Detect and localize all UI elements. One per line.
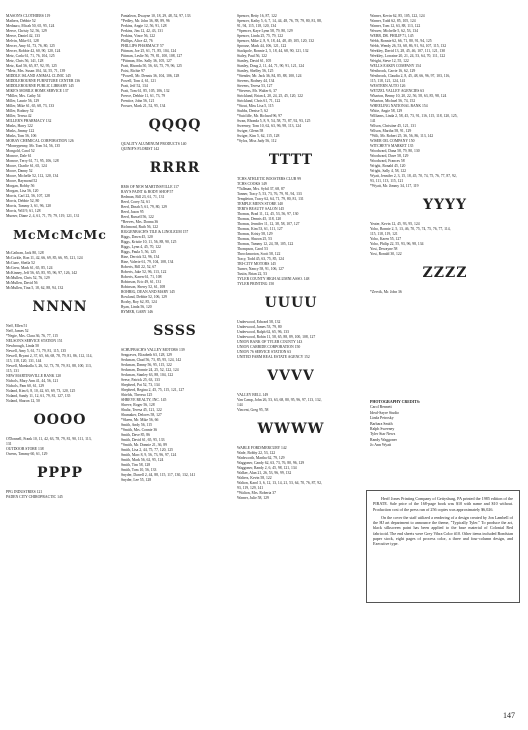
index-entry: Pantaleon, Dwayne 10, 18, 29, 48, 52, 97, 133 — [121, 14, 191, 18]
index-entry: Shumaker, Delores 58, 127 — [121, 413, 162, 417]
letter-heading: UUUU — [264, 295, 318, 311]
index-entry: McCune, Sheila 52 — [6, 261, 35, 265]
index-entry: WETZEL VALLEY AGENCIES 63 — [370, 89, 425, 93]
index-entry: 93, 111, 113, 115, 121 — [370, 179, 404, 183]
index-entry: Smith, David 61, 65, 95, 133 — [121, 438, 165, 442]
index-entry: Moore, Danny 52 — [6, 169, 33, 173]
index-entry: MIDDLE ISLAND ANIMAL CLINIC 145 — [6, 74, 71, 78]
index-entry: Wade, Bobby 22, 53, 122 — [237, 451, 276, 455]
index-entry: *Sutcliffe, Mr. Richard 96, 97 — [237, 114, 283, 118]
index-entry: Seckman, Chad 56, 73, 85, 95, 124, 142 — [121, 358, 182, 362]
index-entry: TYLER PRINTING 150 — [237, 282, 275, 286]
letter-heading: McMcMcMc — [13, 227, 107, 242]
index-entry: Newell, Amy 5, 61, 71, 79, 81, 115, 135 — [6, 349, 67, 353]
index-entry: Roxby, Roy 62, 85, 124 — [121, 300, 157, 304]
index-entry: Stevens, Teresa 53, 127 — [237, 84, 273, 88]
index-entry: 115, 118, 119, 121 — [370, 232, 398, 236]
index-entry: Yoho, Bonnie 2, 5, 13, 46, 70, 75, 74, 75, 76, 77, 114, — [370, 227, 451, 231]
index-entry: Stanley, David 61, 105 — [237, 59, 272, 63]
index-entry: 144 — [237, 403, 243, 407]
index-entry: Pittman, Joe 25, 61, 71, 85, 104, 124 — [121, 49, 177, 53]
index-entry: Miller, Laurie 56, 129 — [6, 99, 40, 103]
index-entry: Thomas, Kristy 58, 129 — [237, 232, 273, 236]
photography-credits — [370, 400, 520, 449]
index-entry: McMullen, Chris 52, 76, 129 — [6, 276, 50, 280]
index-entry: Riggs, Lynn 4, 45, 70, 122 — [121, 245, 161, 249]
index-entry: *Metz, Mrs. Susan 104, 34, 55, 71, 139 — [6, 69, 66, 73]
index-entry: 115, 118, 121, 124, 141 — [370, 79, 406, 83]
index-entry: Smith, Dave 85, 86 — [121, 433, 151, 437]
index-entry: Turner, Nancy 58, 91, 106, 127 — [237, 267, 284, 271]
index-entry: *Pittman, Mrs. Sally 36, 105, 127 — [121, 59, 172, 63]
index-entry: RYMER, GARY 146 — [121, 310, 153, 314]
index-entry: Yoho, Philip 22, 55, 93, 96, 98, 134 — [370, 242, 424, 246]
index-entry: SCHUPBACH'S VALLEY MOTORS 139 — [121, 348, 185, 352]
index-entry: *Skeen, Mr. Mike 56, 66 — [121, 418, 159, 422]
index-entry: McCorkle, Ron 11, 42, 66, 69, 85, 66, 95, 121, 124 — [6, 256, 83, 260]
index-entry: Spencer, Kathy 5, 6, 7, 14, 44, 48, 76, 78, 79, 80, 81, 88, — [237, 19, 322, 23]
index-entry: Seckman, Donnie 24, 25, 52, 122, 124 — [121, 368, 179, 372]
index-entry: Walters, Kevin 58, 122 — [237, 476, 272, 480]
index-entry: Ryan, Linda 56, 120 — [121, 305, 152, 309]
index-entry: Sweeney, Tom 10, 62, 63, 96, 98, 113, 124 — [237, 124, 301, 128]
index-entry: Strickland, Chris 61, 71, 122 — [237, 99, 281, 103]
index-entry: Strickland, Brian 4, 20, 24, 25, 45, 120, 122 — [237, 94, 303, 98]
index-entry: Swiger, Kim 5, 62, 115, 128 — [237, 134, 280, 138]
index-entry: McMullen, David 56 — [6, 281, 38, 285]
index-entry: Warner, Julie 58, 129 — [237, 496, 269, 500]
index-entry: Shreve, Roger 56, 128 — [121, 403, 155, 407]
index-entry: RIGGENBACH'S TILE & LINOLEUM 157 — [121, 230, 189, 234]
index-entry: *Tallman, Mrs. Sybil 37, 68, 87 — [237, 187, 285, 191]
index-entry: Walker, Alan 21, 26, 53, 96, 99, 132 — [237, 471, 292, 475]
index-entry: Minks, Harry 122 — [6, 124, 33, 128]
index-entry: Prentice, John 56, 121 — [121, 99, 155, 103]
index-entry: Moore, Raymond 52 — [6, 179, 38, 183]
index-entry: Riggs, Paula 5, 56, 125 — [121, 250, 156, 254]
index-entry: Tracy, Todd 45, 63, 75, 85, 124 — [237, 257, 284, 261]
index-entry: Warner, Todd 62, 85, 105, 124 — [370, 19, 416, 23]
index-entry: *Pedley, Mr. John 36, 88, 89, 96 — [121, 19, 170, 23]
index-entry: Thompson, Carol 53 — [237, 247, 268, 251]
index-entry: WITCHEY'S MARKET 135 — [370, 144, 414, 148]
index-entry: *Sylos, Miss Judy 56, 112 — [237, 139, 277, 143]
index-entry: Rine, Valerie 61, 79, 104, 108, 134 — [121, 260, 174, 264]
index-entry: Reed, Jason 95 — [121, 210, 144, 214]
index-entry: TERI'S BEAUTY SALON 145 — [237, 207, 285, 211]
index-entry: Weekley, Lorraine 20, 21, 24, 53, 64, 70, 111, 122 — [370, 54, 446, 58]
letter-heading: TTTT — [268, 152, 314, 168]
index-entry: Tustin, Brian 22, 53 — [237, 272, 267, 276]
index-entry: Meece, Daniel 42, 133 — [6, 34, 41, 38]
index-entry: MOBAY CHEMICAL CORPORATION 126 — [6, 139, 74, 143]
index-entry: *Stevens, Mr. Walter 6, 37 — [237, 89, 277, 93]
index-entry: Shepherd, Pat 52, 73, 134 — [121, 383, 160, 387]
index-entry: 141 — [370, 119, 376, 123]
index-entry: *Stender, Mr. Jack 36, 84, 85, 88, 100, 124 — [237, 74, 302, 78]
index-entry: Moore, Michelle 52, 112, 120, 134 — [6, 174, 59, 178]
index-entry: MIDDLEBOURNE PUBLIC LIBRARY 145 — [6, 84, 74, 88]
index-entry: MIDDLEBOURNE FURNITURE CENTER 136 — [6, 79, 81, 83]
index-entry: 91, 94, 115, 118, 120, 134 — [237, 24, 277, 28]
page-number: 147 — [503, 711, 515, 720]
index-entry: Seagraves, Elizabeth 63, 128, 129 — [121, 353, 172, 357]
index-entry: Morris, Tammy 3, 61, 96, 120 — [6, 204, 51, 208]
credits-name: Jo Ann Wyatt — [370, 443, 392, 448]
index-entry: Melvin, Mike 61, 128 — [6, 39, 39, 43]
index-entry: Stackpole, Ronnie 2, 5, 18, 44, 68, 90, 121, 132 — [237, 49, 309, 53]
index-entry: Waggoner, Randy 2, 6, 45, 98, 121, 134 — [237, 466, 297, 470]
index-entry: Nichols, Mary Ann 41, 44, 56, 121 — [6, 379, 59, 383]
index-entry: Riggs, Kristie 10, 11, 56, 88, 90, 125 — [121, 240, 177, 244]
credits-title: PHOTOGRAPHY CREDITS: — [370, 400, 421, 404]
index-entry: WESTERN AUTO 126 — [370, 84, 406, 88]
index-entry: Morgan, Bobby 56 — [6, 184, 35, 188]
index-entry: Roberts, Bill 22, 52, 67 — [121, 265, 157, 269]
index-entry: Yoho, Karen 55, 127 — [370, 237, 402, 241]
index-entry: Rowland, Debbie 52, 106, 129 — [121, 295, 167, 299]
letter-heading: RRRR — [149, 160, 201, 176]
index-entry: Metz, Karl 56, 65, 87, 92, 95, 125 — [6, 64, 57, 68]
index-entry: Minks, Tom 56, 106 — [6, 134, 37, 138]
index-entry: Spencer, Betty 16, 87, 122 — [237, 14, 277, 18]
letter-heading: SSSS — [153, 323, 197, 339]
index-entry: *Wilt, Mr. Robert 25, 36, 56, 86, 113, 142 — [370, 134, 434, 138]
index-entry: Noland, Sharon 12, 50 — [6, 399, 40, 403]
index-entry: Wadsworth, Martha 62, 79, 129 — [237, 456, 285, 460]
index-entry: Metz, Carla 61, 71, 76, 104, 125 — [6, 54, 55, 58]
index-entry: Wilson, Martha 58, 91, 129 — [370, 129, 412, 133]
index-entry: Swan, Rhonda 5, 8, 9, 54, 58, 75, 87, 92, 93, 125 — [237, 119, 311, 123]
index-entry: Thomas, Tammy 12, 24, 58, 105, 122 — [237, 242, 294, 246]
index-entry: Stanley, Shelley 56, 125 — [237, 69, 274, 73]
index-entry: Smith, Andy 56, 115 — [121, 423, 153, 427]
colophon-paragraph: On the cover the staff utilized a rendering of a design created by Jon Lambell of the HJ art department to announce the theme, "Typically Tyler." To produce the art, black silkscreen paint has been applied to the base material of Colonial Red fabricoid. The end sheets were Grey Vibra Color #10. Other items included Bondstan paper stock, eight pages of process color, a three and four-column design, and Executive type. — [373, 514, 513, 547]
credits-name: Randy Waggoner — [370, 437, 397, 442]
index-entry: Spencer, Linda 25, 75, 79, 122 — [237, 34, 283, 38]
index-entry: Neff, Ellen 51 — [6, 324, 28, 328]
index-entry: Smith, Mark 56, 62, 95, 124 — [121, 458, 164, 462]
index-entry: 131 — [6, 442, 12, 446]
index-entry: Thomas, Brad 11, 12, 45, 53, 56, 97, 130 — [237, 212, 299, 216]
index-entry: Noland, Kim 6, 8, 10, 42, 65, 69, 73, 120, 125 — [6, 389, 76, 393]
index-entry: Newell, Bryant 2, 37, 65, 66, 68, 78, 79, 81, 86, 112, 114, — [6, 354, 93, 358]
index-entry: Van Camp, John 26, 53, 63, 68, 80, 95, 96, 97, 113, 132, — [237, 398, 322, 402]
index-entry: Williams, Linda 2, 58, 45, 73, 91, 116, 115, 118, 120, 125, — [370, 114, 458, 118]
index-entry: Richmond, Ruth 56, 122 — [121, 225, 158, 229]
index-entry: Wright, Ronald 45, 120 — [370, 164, 406, 168]
index-entry: McGrew, Mark 61, 65, 85, 124 — [6, 266, 53, 270]
index-entry: Sprouse, Mark 44, 106, 121, 122 — [237, 44, 287, 48]
credits-name: Linda Petrosky — [370, 416, 394, 421]
index-entry: Wright, Sally 4, 58, 122 — [370, 169, 406, 173]
index-entry: Shultz, Teresa 45, 121, 122 — [121, 408, 162, 412]
index-entry: Smith, Lisa 2, 44, 75, 77, 120, 125 — [121, 448, 173, 452]
index-entry: RMS OF NEW MARTINSVILLE 117 — [121, 185, 179, 189]
index-entry: TCHS COOKS 149 — [237, 182, 267, 186]
index-entry: *Negie, Mrs. Clara 36, 76, 77, 115 — [6, 334, 59, 338]
index-entry: Westbrook, Carrie 16, 62, 129 — [370, 69, 416, 73]
letter-heading: PPPP — [36, 465, 84, 481]
index-entry: Morris, Will 9, 61, 128 — [6, 209, 41, 213]
index-entry: UNION CARBIDE CORPORATION 150 — [237, 345, 301, 349]
index-entry: *Walton, Mrs. Roberta 37 — [237, 491, 276, 495]
index-entry: Wharton, Benny 10, 20, 22, 56, 58, 63, 85, 98, 124 — [370, 94, 447, 98]
index-entry: Reed, Dinah 5, 61, 79, 80, 129 — [121, 205, 167, 209]
index-entry: Walton, Karol 3, 6, 12, 13, 14, 21, 53, 64, 70, 76, 87, 92, — [237, 481, 322, 485]
index-entry: Smith, Marc 8, 9, 56, 73, 96, 97, 124 — [121, 453, 177, 457]
index-entry: Smith, Tim 58, 128 — [121, 463, 151, 467]
index-entry: Riggs, Dawn 45, 120 — [121, 235, 153, 239]
index-entry: Medauro, Micah 50, 65, 95, 124 — [6, 24, 55, 28]
index-entry: Pratt, Rhonda 50, 56, 63, 75, 79, 96, 125 — [121, 64, 182, 68]
index-entry: Miller, Teresa 42 — [6, 114, 32, 118]
index-entry: Seese, Patrick 25, 63, 133 — [121, 378, 160, 382]
index-entry: Tanner, Tracy 5, 53, 73, 76, 79, 91, 94, 133 — [237, 192, 302, 196]
index-entry: Stanley, Doug 2, 11, 44, 71, 90, 91, 121, 124 — [237, 64, 305, 68]
index-entry: Weight, Steve 12, 55, 122 — [370, 59, 409, 63]
index-entry: UNION 76 SERVICE STATION 63 — [237, 350, 291, 354]
index-entry: McKinney, Jeff 56, 65, 85, 95, 96, 97, 126, 142 — [6, 271, 78, 275]
index-entry: *Stout, Miss Lisa 5, 115 — [237, 104, 274, 108]
index-entry: Perkins, Vince 56, 122 — [121, 34, 155, 38]
index-entry: PADEN CITY CHIROPRACTIC 145 — [6, 495, 63, 499]
index-entry: SHREVE REALTY, INC. 145 — [121, 398, 167, 402]
credits-name: Barbara Smith — [370, 421, 393, 426]
index-entry: O'Donnell, Frank 10, 11, 42, 63, 78, 79, 81, 90, 111, 113, — [6, 437, 92, 441]
index-entry: WISER OIL COMPANY 150 — [370, 139, 415, 143]
index-entry: Webb, Wendy 26, 53, 68, 86, 91, 94, 107, 115, 132 — [370, 44, 447, 48]
index-entry: Phillips, Alice 42, 76 — [121, 39, 153, 43]
index-column-3 — [237, 14, 345, 501]
index-entry: Underwood, Ralph 62, 65, 96, 133 — [237, 330, 289, 334]
index-entry: Yost, Dewayne 58 — [370, 247, 398, 251]
index-entry: Underwood, Robin 11, 58, 65, 88, 89, 100, 108, 127 — [237, 335, 316, 339]
index-entry: Nichols, Pam 60, 61, 129 — [6, 384, 45, 388]
index-entry: Westbrook, Claudia 2, 8, 45, 48, 66, 96, 97, 103, 116, — [370, 74, 451, 78]
index-entry: *Smith, Mr. Donnie 21, 36, 89 — [121, 443, 167, 447]
index-entry: Miller, Rodney 52 — [6, 109, 34, 113]
index-entry: Mercer, Amy 61, 73, 76, 80, 125 — [6, 44, 55, 48]
letter-heading: VVVV — [267, 368, 315, 384]
index-entry: Newell, Marshalla 3, 26, 52, 73, 78, 79, 81, 88, 100, 113, — [6, 364, 92, 368]
index-entry: Yeater, Kevin 12, 45, 93, 95, 124 — [370, 222, 420, 226]
index-entry: Preece, Debbie 11, 61, 73, 79 — [121, 94, 166, 98]
index-entry: 115, 131 — [6, 369, 19, 373]
credits-name: Ralph Sweeney — [370, 427, 395, 432]
index-entry: RAY'S PAINT & BODY SHOP 57 — [121, 190, 174, 194]
index-entry: Staley, Paul 56, 122 — [237, 54, 267, 58]
index-entry: Miller, Mike 61, 65, 68, 73, 133 — [6, 104, 55, 108]
index-entry: Owens, Tammy 60, 61, 129 — [6, 452, 48, 456]
index-entry: UNION BANK OF TYLER COUNTY 143 — [237, 340, 303, 344]
index-entry: ROHRIG, DEAN AND MARY 145 — [121, 290, 175, 294]
index-entry: Newbrough, Linda 50 — [6, 344, 40, 348]
index-entry: UNITED FARM REAL ESTATE AGENCY 152 — [237, 355, 310, 359]
index-entry: MILLER'S PHARMACY 132 — [6, 119, 52, 123]
index-entry: *Moneypenny, Mr. Tom 54, 56, 135 — [6, 144, 61, 148]
index-column-2 — [121, 14, 229, 483]
index-entry: Woodward, Dave 58, 129 — [370, 154, 409, 158]
index-entry: Snyder, Darrell 2, 44, 88, 115, 117, 130, 132, 141 — [121, 473, 196, 477]
index-entry: Warner, Tom 12, 63, 88, 113, 122 — [370, 24, 421, 28]
credits-name: Ideal-Sayre Studio — [370, 410, 400, 415]
index-entry: Poist, Richie 97 — [121, 69, 145, 73]
index-entry: Underwood, Edward 58, 132 — [237, 320, 281, 324]
index-entry: Monroe, Terry 61, 71, 95, 106, 128 — [6, 159, 59, 163]
index-entry: Mongold, Carol 52 — [6, 149, 35, 153]
index-entry: *Spencer, Kaye Lynn 58, 79, 80, 129 — [237, 29, 293, 33]
index-entry: Thomas, Kim 53, 61, 111, 127 — [237, 227, 283, 231]
credits-name: Carol Bennett — [370, 405, 392, 410]
index-entry: Minks, Jimmy 122 — [6, 129, 35, 133]
index-entry: Mercer, Robbie 42, 60, 90, 120, 124 — [6, 49, 61, 53]
letter-heading: QQQQ — [148, 117, 202, 133]
index-column-4 — [370, 14, 520, 295]
index-entry: Stevens, Rodney 44, 134 — [237, 79, 275, 83]
index-entry: TCHS ATHLETIC BOOSTERS CLUB 99 — [237, 177, 301, 181]
letter-heading: ZZZZ — [422, 265, 468, 281]
index-entry: Shields, Theresa 125 — [121, 393, 153, 397]
index-entry: Noland, Sandy 11, 12, 61, 79, 81, 127, 135 — [6, 394, 71, 398]
index-entry: OUTDOOR STORE 138 — [6, 447, 44, 451]
index-entry: Webb, Ronnie 62, 66, 71, 80, 91, 94, 125 — [370, 39, 432, 43]
index-entry: WABLE FORD/MERCURY 142 — [237, 446, 287, 450]
index-entry: Meece, Christy 52, 56, 129 — [6, 29, 47, 33]
index-entry: Thomas, Sharon 25, 53 — [237, 237, 272, 241]
index-entry: Wilson, Christine 45, 121, 131 — [370, 124, 416, 128]
index-entry: Morris, Debbie 52, 80 — [6, 199, 40, 203]
index-entry: TYLER COUNTY HIGH ALUMNI ASSO. 148 — [237, 277, 310, 281]
index-entry: Seckman, Danny 56, 95, 115, 122 — [121, 363, 172, 367]
colophon-paragraph: Herff Jones Printing Company of Gettysburg, PA printed the 1985 edition of the PIRATE. Sale price of the 168-page book was $10 with name and $10 without. Production cost of the press run of 256 copies was approximately $6,026. — [373, 496, 513, 512]
index-entry: *Powell, Mr. Dennis 36, 104, 106, 128 — [121, 74, 180, 78]
index-entry: Reed, Russell 56, 122 — [121, 215, 154, 219]
index-entry: Weaver, Michelle 5, 62, 53, 134 — [370, 29, 418, 33]
index-entry: Spencer, Mike 2, 8, 9, 18, 44, 48, 49, 105, 120, 132 — [237, 39, 315, 43]
index-entry: McCathran, Jack 80, 128 — [6, 251, 44, 255]
index-entry: Underwood, James 53, 79, 80 — [237, 325, 282, 329]
index-entry: Robinson, Sherry 52, 61, 108 — [121, 285, 166, 289]
index-entry: Warner, Kevin 62, 85, 105, 122, 124 — [370, 14, 425, 18]
index-column-1 — [6, 14, 114, 500]
index-entry: VALLEY BELL 149 — [237, 393, 269, 397]
index-entry: *Smith, Mrs. Connie 36 — [121, 428, 158, 432]
index-entry: Seckman, Stanley 63, 88, 104, 122 — [121, 373, 174, 377]
index-entry: NEW MARTINSVILLE BANK 120 — [6, 374, 62, 378]
index-entry: Metz, Chris 56, 141, 128 — [6, 59, 44, 63]
index-entry: Yost, Ronald 30, 122 — [370, 252, 402, 256]
letter-heading: WWWW — [257, 421, 325, 437]
index-entry: PPG INDUSTRIES 121 — [6, 490, 43, 494]
index-entry: Perkins, Angie 12, 56, 91, 128 — [121, 24, 167, 28]
index-entry: Reed, Corey 52, 61 — [121, 200, 151, 204]
index-entry: TRI-CITY MOTORS 145 — [237, 262, 276, 266]
index-entry: Thomas, Jennifer 11, 12, 38, 58, 107, 127 — [237, 222, 300, 226]
index-entry: 93, 119, 129, 141 — [237, 486, 264, 490]
index-entry: McMullen, Tina 5, 18, 62, 88, 94, 132 — [6, 286, 64, 290]
index-entry: NELSON'S SERVICE STATION 151 — [6, 339, 63, 343]
index-entry: Prosser, Mark 21, 52, 95, 134 — [121, 104, 166, 108]
index-entry: Robinson, Eric 49, 61, 131 — [121, 280, 162, 284]
index-entry: Pratt, Jeff 52, 134 — [121, 84, 148, 88]
colophon-box — [366, 490, 520, 603]
index-entry: Templeton, Tracy 62, 64, 71, 79, 80, 81, 131 — [237, 197, 304, 201]
index-entry: Wyatt, Jennifer 2, 3, 15, 18, 45, 70, 74, 75, 76, 77, 87, 92, — [370, 174, 457, 178]
index-entry: Smith, Tom 10, 56, 133 — [121, 468, 157, 472]
index-entry: MIKE'S MOBILE HOME SERVICE 137 — [6, 89, 69, 93]
index-entry: Weekley, David 13, 28, 45, 46, 107, 111, 121, 130 — [370, 49, 446, 53]
index-entry: Neff, James 52 — [6, 329, 29, 333]
index-entry: Thomas, Dennis 45, 118, 120 — [237, 217, 282, 221]
index-entry: Powell, Tom 4, 61, 121 — [121, 79, 156, 83]
index-entry: Rine, Derrick 52, 96, 134 — [121, 255, 160, 259]
index-entry: Morgan, Lisa 56, 120 — [6, 189, 39, 193]
index-entry: Pittman, Leslie 56, 79, 81, 100, 108, 127 — [121, 54, 183, 58]
index-entry: Monroe, Dale 61 — [6, 154, 32, 158]
index-entry: Morris, Carl 22, 56, 107, 128 — [6, 194, 50, 198]
index-entry: *Reeves, Mrs. Donna 36 — [121, 220, 159, 224]
index-entry: Moore, Charlie 61, 65, 124 — [6, 164, 47, 168]
index-entry: Woodward, Dana 58, 79, 80, 130 — [370, 149, 420, 153]
index-entry: Murner, Diane 2, 4, 61, 71, 79, 79, 119, 121, 131 — [6, 214, 80, 218]
index-entry: WEBB, DR. PHILIP 71, 145 — [370, 34, 414, 38]
letter-heading: OOOO — [33, 412, 87, 428]
letter-heading: NNNN — [32, 299, 88, 315]
index-entry: Waggoner, Candy 62, 63, 73, 76, 80, 96, 129 — [237, 461, 305, 465]
index-entry: QUINIF'S FLORIST 142 — [121, 147, 160, 151]
index-entry: Wharton, Michael 56, 74, 152 — [370, 99, 416, 103]
index-entry: MASON'S CLOTHIERS 119 — [6, 14, 51, 18]
index-entry: Roberts, Jake 52, 96, 113, 122 — [121, 270, 167, 274]
index-entry: Woodward, Frances 58 — [370, 159, 405, 163]
index-entry: *Miller, Mrs. Cathy 54 — [6, 94, 41, 98]
index-entry: WHEELING NATIONAL BANK 154 — [370, 104, 428, 108]
index-entry: White, Angie 58, 129 — [370, 109, 403, 113]
index-entry: 115, 118, 120, 131, 144 — [6, 359, 42, 363]
index-entry: Throckmorton, Scott 58, 122 — [237, 252, 281, 256]
index-entry: Shepherd, Regina 2, 45, 75, 115, 121, 127 — [121, 388, 185, 392]
index-entry: Redman, Bill 23, 61, 71, 131 — [121, 195, 165, 199]
index-entry: TEMPLE MEN'S STORE 140 — [237, 202, 283, 206]
index-entry: Mathers, Debbie 52 — [6, 19, 36, 23]
index-entry: Roberts, Karen 61, 71, 108 — [121, 275, 162, 279]
index-entry: *Zervik, Mr. John 36 — [370, 290, 402, 294]
index-entry: PHILLIPS PHARMACY 57 — [121, 44, 164, 48]
credits-name: Tyler Star News — [370, 432, 396, 437]
index-entry: QUALITY ALUMINUM PRODUCTS 140 — [121, 142, 187, 146]
index-entry: Snyder, Lee 55, 128 — [121, 478, 152, 482]
index-entry: Swiger, Glenn 58 — [237, 129, 264, 133]
index-entry: WELLS EAKIN COMPANY 154 — [370, 64, 421, 68]
index-entry: Perkins, Jim 12, 42, 43, 131 — [121, 29, 163, 33]
index-entry: Vincent, Greg 95, 58 — [237, 408, 269, 412]
index-entry: Pratt, Tom 61, 85, 105, 106, 132 — [121, 89, 170, 93]
index-entry: Stubbs, Denise 5, 62 — [237, 109, 268, 113]
letter-heading: YYYY — [423, 197, 467, 213]
index-entry: *Wyatt, Mr. Jimmy 34, 117, 119 — [370, 184, 419, 188]
